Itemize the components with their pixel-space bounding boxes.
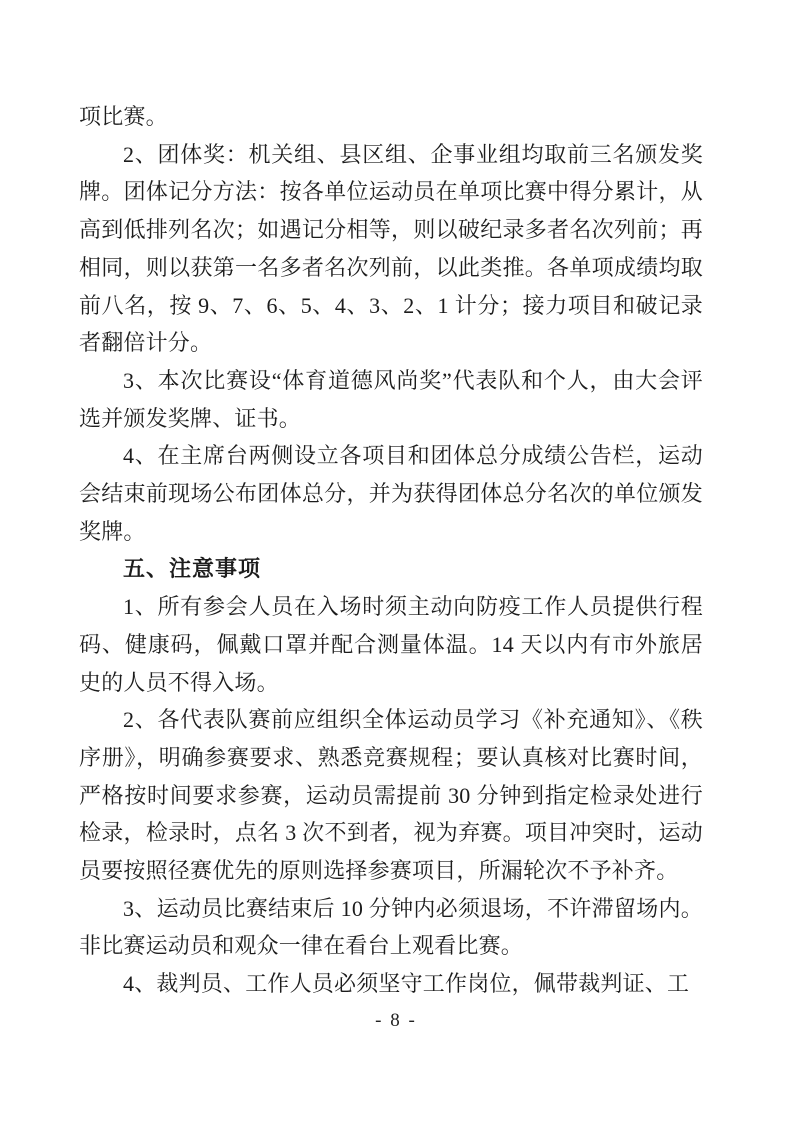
page-number: - 8 - [375, 1010, 417, 1031]
paragraph: 3、本次比赛设“体育道德风尚奖”代表队和个人，由大会评选并颁发奖牌、证书。 [79, 367, 703, 431]
paragraph: 4、在主席台两侧设立各项目和团体总分成绩公告栏，运动会结束前现场公布团体总分，并为获得团体总分名次的单位颁发奖牌。 [79, 443, 703, 544]
paragraph: 1、所有参会人员在入场时须主动向防疫工作人员提供行程码、健康码，佩戴口罩并配合测量体温。14 天以内有市外旅居史的人员不得入场。 [79, 594, 703, 695]
paragraph: 4、裁判员、工作人员必须坚守工作岗位，佩带裁判证、工 [123, 971, 690, 997]
paragraph: 2、团体奖：机关组、县区组、企事业组均取前三名颁发奖牌。团体记分方法：按各单位运动员在单项比赛中得分累计，从高到低排列名次；如遇记分相等，则以破纪录多者名次列前；再相同，则以获第一名多者名次列前，以此类推。各单项成绩均取前八名，按 9、7、6、5、4、3、2、1 计分；接力项目和破记录者翻倍计分。 [79, 141, 703, 356]
paragraph: 项比赛。 [79, 104, 168, 129]
document-body [79, 98, 703, 1003]
paragraph: 3、运动员比赛结束后 10 分钟内必须退场，不许滞留场内。非比赛运动员和观众一律在看台上观看比赛。 [79, 895, 703, 959]
paragraph: 2、各代表队赛前应组织全体运动员学习《补充通知》、《秩序册》，明确参赛要求、熟悉竞赛规程；要认真核对比赛时间，严格按时间要求参赛，运动员需提前 30 分钟到指定检录处进行检录，检录时，点名 3 次不到者，视为弃赛。项目冲突时，运动员要按照径赛优先的原则选择参赛项目，所漏轮次不予补齐。 [79, 707, 703, 884]
section-heading: 五、注意事项 [123, 556, 262, 582]
